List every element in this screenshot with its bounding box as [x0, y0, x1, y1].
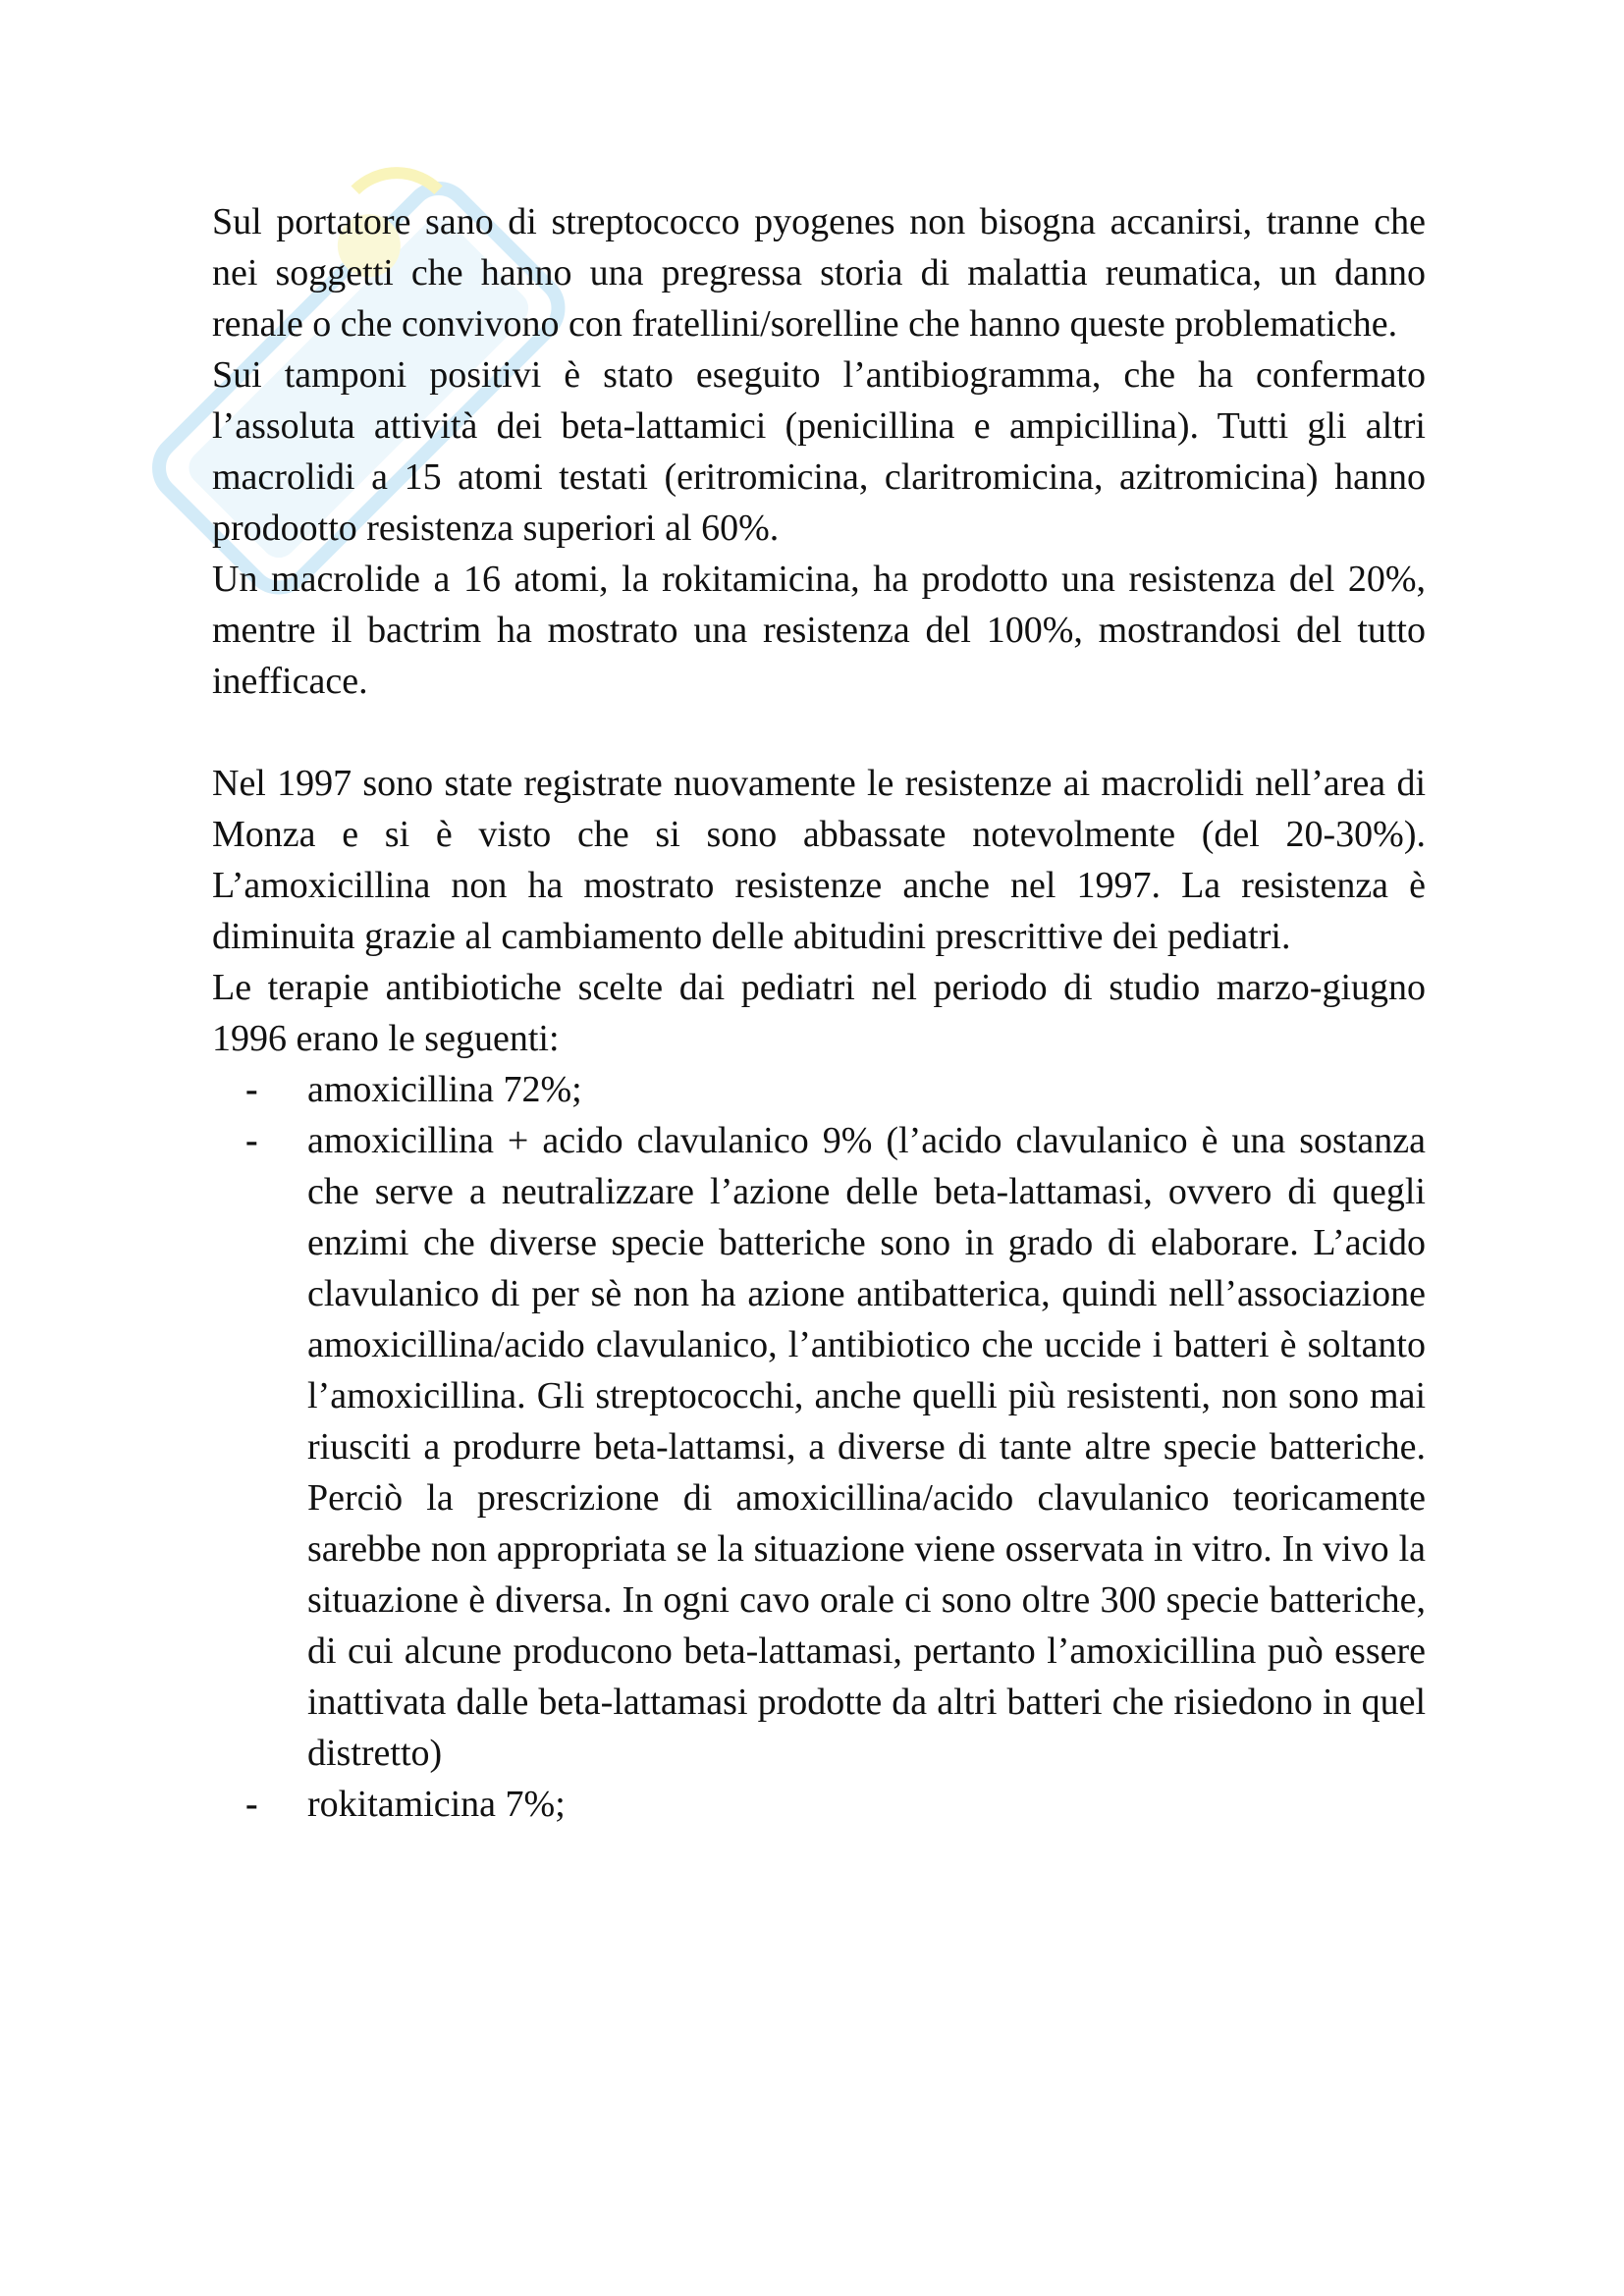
paragraph-antibiogramma: Sui tamponi positivi è stato eseguito l’antibiogramma, che ha confermato l’assoluta attività dei beta-lattamici (penicillina e ampicillina). Tutti gli altri macrolidi a 15 atomi testati (eritromicina, claritromicina, azitromicina) hanno prodootto resistenza superiori al 60%.: [212, 354, 1426, 549]
list-item-text: rokitamicina 7%;: [307, 1784, 566, 1825]
list-item-text: amoxicillina + acido clavulanico 9% (l’acido clavulanico è una sostanza che serve a neutralizzare l’azione delle beta-lattamasi, ovvero di quegli enzimi che diverse specie batteriche sono in grado di elaborare. L’acido clavulanico di per sè non ha azione antibatterica, quindi nell’associazione amoxicillina/acido clavulanico, l’antibiotico che uccide i batteri è soltanto l’amoxicillina. Gli streptococchi, anche quelli più resistenti, non sono mai riusciti a produrre beta-lattamsi, a diverse di tante altre specie batteriche. Perciò la prescrizione di amoxicillina/acido clavulanico teoricamente sarebbe non appropriata se la situazione viene osservata in vitro. In vivo la situazione è diversa. In ogni cavo orale ci sono oltre 300 specie batteriche, di cui alcune producono beta-lattamasi, pertanto l’amoxicillina può essere inattivata dalle beta-lattamasi prodotte da altri batteri che risiedono in quel distretto): [307, 1120, 1426, 1774]
list-item: [212, 1115, 1426, 1779]
bullet-marker: -: [245, 1784, 258, 1825]
paragraph-rokitamicina: Un macrolide a 16 atomi, la rokitamicina, ha prodotto una resistenza del 20%, mentre il bactrim ha mostrato una resistenza del 100%, mostrandosi del tutto inefficace.: [212, 559, 1426, 702]
document-body: [212, 196, 1426, 1830]
paragraph-1997-resistenze: Nel 1997 sono state registrate nuovamente le resistenze ai macrolidi nell’area di Monza e si è visto che si sono abbassate notevolmente (del 20-30%). L’amoxicillina non ha mostrato resistenze anche nel 1997. La resistenza è diminuita grazie al cambiamento delle abitudini prescrittive dei pediatri.: [212, 763, 1426, 957]
bullet-marker: -: [245, 1069, 258, 1110]
list-item: [212, 1064, 1426, 1115]
list-item-text: amoxicillina 72%;: [307, 1069, 582, 1110]
paragraph-terapie-intro: Le terapie antibiotiche scelte dai pediatri nel periodo di studio marzo-giugno 1996 erano le seguenti:: [212, 967, 1426, 1059]
bullet-marker: -: [245, 1120, 258, 1161]
paragraph-spacer: [212, 707, 1426, 758]
paragraph-portatore-sano: Sul portatore sano di streptococco pyogenes non bisogna accanirsi, tranne che nei soggetti che hanno una pregressa storia di malattia reumatica, un danno renale o che convivono con fratellini/sorelline che hanno queste problematiche.: [212, 201, 1426, 345]
list-item: [212, 1779, 1426, 1830]
therapy-list: [212, 1064, 1426, 1830]
